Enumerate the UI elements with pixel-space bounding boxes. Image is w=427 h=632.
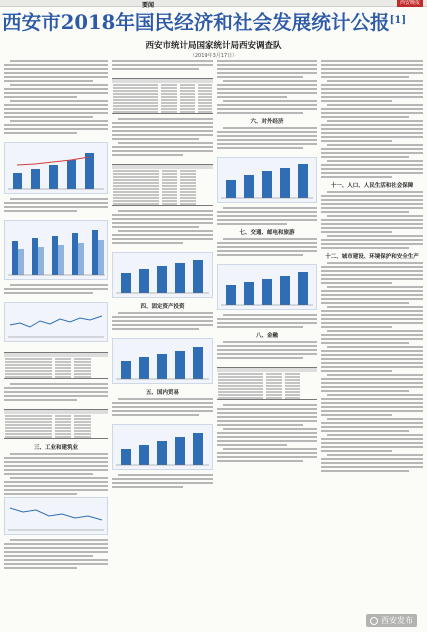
article-column-4 [321,60,423,474]
investment-bar-chart [112,338,213,384]
page-title [2,10,407,36]
industrial-output-line-chart [4,497,108,535]
data-table [4,409,108,439]
chart-caption [4,214,108,219]
chart-caption [112,332,213,337]
section-heading-investment: 四、固定资产投资 [140,304,185,310]
chart-caption [112,246,213,251]
section-heading-transport: 七、交通、邮电和旅游 [239,230,295,236]
data-table [4,352,108,379]
wechat-watermark [366,614,417,627]
article-column-3 [217,60,317,464]
section-label: 要闻 [142,2,155,9]
wechat-logo-icon [370,617,378,625]
table-caption [112,158,213,163]
transport-volume-bar-chart [217,264,317,310]
chart-caption [4,296,108,301]
construction-bar-chart [112,252,213,298]
section-heading-domestic-trade: 五、国内贸易 [145,390,179,396]
section-heading-finance: 八、金融 [255,333,278,339]
table-caption [4,346,108,351]
table-caption [4,403,108,408]
section-heading-industry: 三、工业和建筑业 [33,445,78,451]
table-caption [217,361,317,366]
data-table [112,164,213,206]
watermark-label: 西安发布 [381,616,413,625]
section-heading-environment: 十二、城市建设、环境保护和安全生产 [325,254,419,260]
article-column-2 [112,60,213,490]
masthead-logo: 西安晚报 [397,0,423,7]
chart-caption [217,258,317,263]
chart-caption [112,418,213,423]
page-title-text: 西安市2018年国民经济和社会发展统计公报 [2,11,390,34]
chart-caption [217,151,317,156]
retail-sales-bar-chart [112,424,213,470]
gdp-bar-chart [4,142,108,194]
data-table [112,78,213,114]
industry-structure-chart [4,220,108,280]
article-column-1 [4,60,108,571]
title-footnote-mark: [1] [389,15,407,26]
chart-caption [4,136,108,141]
price-index-line-chart [4,302,108,342]
section-heading-population: 十一、人口、人民生活和社会保障 [330,183,414,189]
issuer-line: 西安市统计局国家统计局西安调查队 [145,41,282,51]
foreign-trade-bar-chart [217,157,317,203]
data-table [217,367,317,400]
publish-date: （2019年3月17日） [189,53,238,59]
section-heading-open-economy: 六、对外经济 [250,119,284,125]
newspaper-header-strip [0,0,427,7]
table-caption [112,72,213,77]
